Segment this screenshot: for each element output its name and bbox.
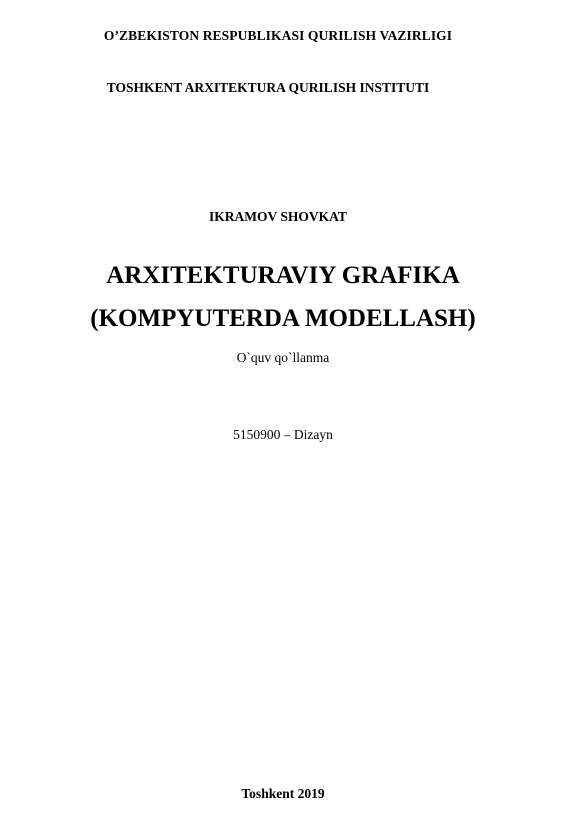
document-title-line-1: ARXITEKTURAVIY GRAFIKA (106, 262, 460, 289)
place-and-year: Toshkent 2019 (241, 786, 325, 801)
ministry-heading: O’ZBEKISTON RESPUBLIKASI QURILISH VAZIRLIGI (103, 28, 453, 43)
institute-heading: TOSHKENT ARXITEKTURA QURILISH INSTITUTI (106, 80, 430, 95)
speciality-code: 5150900 – Dizayn (233, 427, 333, 442)
document-subtitle: O`quv qo`llanma (236, 350, 330, 365)
author-name: IKRAMOV SHOVKAT (209, 209, 347, 224)
document-title-line-2: (KOMPYUTERDA MODELLASH) (90, 305, 476, 332)
